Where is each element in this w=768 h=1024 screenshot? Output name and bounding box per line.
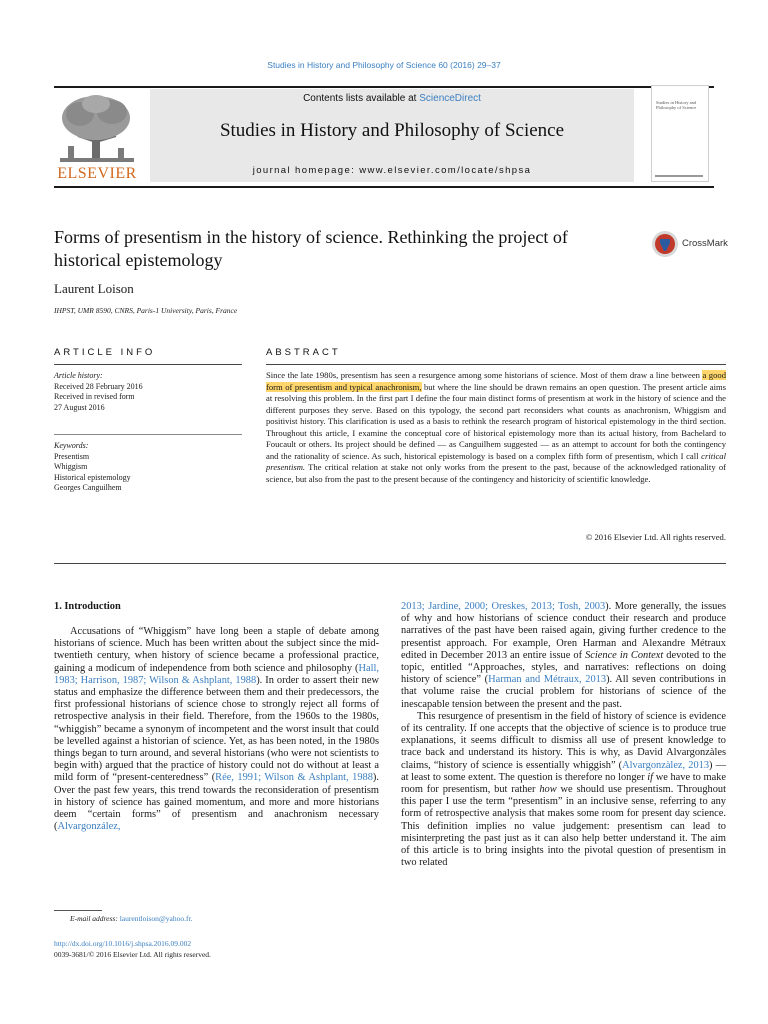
text-run-italic: Science in Context <box>585 649 664 661</box>
abstract-copyright: © 2016 Elsevier Ltd. All rights reserved. <box>585 532 726 542</box>
keyword-item: Whiggism <box>54 462 88 471</box>
text-run: This resurgence of presentism in the field of history of science is evidence of its centrality. If one accepts that the objective of science is to produce true explanations, it seems difficult to dismiss all use of present knowledge to trace back and understand its history. This is why, as David Alvargonzàles claims, “history of science is essentially whiggish” ( <box>401 710 726 771</box>
history-line: Received 28 February 2016 <box>54 381 143 391</box>
journal-title: Studies in History and Philosophy of Science <box>219 120 565 141</box>
abstract-text-2: but where the line should be drawn remains an open question. The present article aims at resolving this problem. In the first part I define the four main distinct forms of presentism at work in the history of science and the different purposes they serve. Based on this typology, the second part reconsiders what counts as anachronism, Whiggism and positivist history. This clarification is used as a basis to rethink the research program of historical epistemology in the third section. Throughout this article, I examine the conceptual core of historical epistemology more than its actual history, from Bachelard to Foucault or others. Its project should be defined — as Canguilhem suggested — as an attempt to account for both the contingency and the rationality of science. As such, historical epistemology is based on a complex fifth form of presentism, which I call <box>266 381 726 461</box>
text-run: ). Over the past few years, this trend towards the reconsideration of presentism in history of science has gained momentum, and more and more historians deem “certain forms” of presentism and anachronism necessary ( <box>54 772 379 833</box>
citation-link[interactable]: Harman and Métraux, 2013 <box>488 674 607 686</box>
highlighted-text[interactable]: a good form of presentism and typical anachronism, <box>266 370 726 392</box>
text-run-italic: if <box>647 771 654 783</box>
journal-cover-thumbnail[interactable] <box>651 85 709 182</box>
elsevier-wordmark: ELSEVIER <box>57 165 137 182</box>
abstract-text-3: The critical relation at stake not only works from the present to the past, because of the acknowledged rationality of science, but also from the past to the present because of the contingency and historicity of scientific knowledge. <box>266 462 726 484</box>
article-title: Forms of presentism in the history of science. Rethinking the project of historical epistemology <box>54 227 568 270</box>
abstract-rule <box>266 364 726 365</box>
contents-line <box>150 93 634 104</box>
history-line: Received in revised form <box>54 392 135 401</box>
keyword-item: Georges Canguilhem <box>54 483 122 492</box>
text-run-italic: how <box>539 784 557 796</box>
doi-link[interactable]: http://dx.doi.org/10.1016/j.shpsa.2016.09.002 <box>54 939 192 948</box>
paragraph <box>54 626 379 833</box>
paragraph <box>401 601 726 711</box>
journal-citation[interactable]: Studies in History and Philosophy of Science 60 (2016) 29–37 <box>267 60 501 70</box>
keywords-label: Keywords: <box>54 441 89 450</box>
citation-link[interactable]: 2013; Jardine, 2000; Oreskes, 2013; Tosh, 2003 <box>401 601 606 612</box>
text-run: ) — at least to some extent. The question is therefore no longer <box>401 759 727 783</box>
body-column-right <box>401 601 726 869</box>
masthead-bottom-rule <box>54 186 714 188</box>
issn-line: 0039-3681/© 2016 Elsevier Ltd. All rights reserved. <box>54 950 211 959</box>
body-column-left <box>54 626 379 833</box>
text-run: ). More generally, the issues of why and how historians of science conduct their research and produce narratives of the past have been raised again, giving further credence to the presentist approach. For example, Oren Harman and Alexandre Métraux edited in December 2013 an entire issue of <box>401 601 726 661</box>
email-link[interactable]: laurentloison@yahoo.fr. <box>119 914 193 923</box>
article-history <box>54 371 242 413</box>
article-info-divider <box>54 434 242 435</box>
masthead-top-rule <box>54 86 714 88</box>
article-info-heading: ARTICLE INFO <box>54 347 156 358</box>
contents-prefix: Contents lists available at <box>303 93 420 104</box>
history-label: Article history: <box>54 371 103 380</box>
author-name: Laurent Loison <box>54 281 134 296</box>
cover-bar <box>655 175 703 177</box>
text-run: Accusations of “Whiggism” have long been a staple of debate among historians of science. Much has been written about the subject since the mid-twentieth century, when history of science became a professional practice, gaining a modicum of independence from both science and philosophy ( <box>54 626 379 674</box>
abstract-heading: ABSTRACT <box>266 347 341 358</box>
footnote-email <box>70 914 192 923</box>
text-run: devoted to the topic, entitled “Approaches, styles, and narratives: reflections on doing history of science” ( <box>401 649 726 686</box>
crossmark-label[interactable]: CrossMark <box>682 238 728 249</box>
footnote-rule <box>54 910 102 911</box>
paragraph <box>401 711 726 870</box>
front-matter-rule <box>54 563 726 564</box>
citation-link[interactable]: Alvargonzàlez, 2013 <box>622 759 710 771</box>
keywords <box>54 441 242 494</box>
cover-title: Studies in History and Philosophy of Science <box>656 100 697 110</box>
article-info-rule <box>54 364 242 365</box>
email-label: E-mail address: <box>70 914 118 923</box>
keyword-item: Presentism <box>54 451 90 461</box>
sciencedirect-link[interactable]: ScienceDirect <box>419 93 481 104</box>
keyword-item: Historical epistemology <box>54 472 131 482</box>
citation-link[interactable]: Hall, 1983; Harrison, 1987; Wilson & Ashplant, 1988 <box>54 662 379 686</box>
abstract-text <box>266 370 726 485</box>
text-run: ). In order to assert their new status and emphasize the difference between them and their predecessors, the first professional historians of science chose to strongly reject all forms of retrospective analysis in their field. Therefore, from the 1960s to the 1980s, “whiggish” became a synonym of incompetent and the worst insult that could be levelled against a historian of science. Yet, as has been noted, in the 1980s things began to turn around, and several historians (who were not scientists to begin with) argued that the practice of history could not do without at least a mild form of “present-centeredness” ( <box>54 674 379 784</box>
citation-link[interactable]: Alvargonzález, <box>57 821 121 833</box>
section-heading-introduction: 1. Introduction <box>54 601 121 612</box>
text-run: we have to make room for presentism, but rather <box>401 771 726 796</box>
journal-homepage[interactable]: journal homepage: www.elsevier.com/locate/shpsa <box>252 165 532 176</box>
text-run: ). All seven contributions in that volume raise the crucial problem for historians of science of the inescapable tension between the present and the past. <box>401 674 726 710</box>
citation-link[interactable]: Rée, 1991; Wilson & Ashplant, 1988 <box>215 772 373 784</box>
history-line: 27 August 2016 <box>54 402 105 412</box>
abstract-text-1: Since the late 1980s, presentism has seen a resurgence among some historians of science. Most of them draw a line between <box>266 370 703 380</box>
text-run: we should use presentism. Throughout this paper I use the term “presentism” in an inclusive sense, referring to any form of retrospective analysis that makes some room for present day science. This definition implies no value judgement: presentism can lead to misinterpreting the past just as it can also help better understand it. The aim of this article is to bring insights into the pivotal question of presentism in two related <box>401 784 727 869</box>
author-affiliation: IHPST, UMR 8590, CNRS, Paris-1 University, Paris, France <box>54 306 238 315</box>
abstract-italic: critical presentism. <box>266 450 726 472</box>
